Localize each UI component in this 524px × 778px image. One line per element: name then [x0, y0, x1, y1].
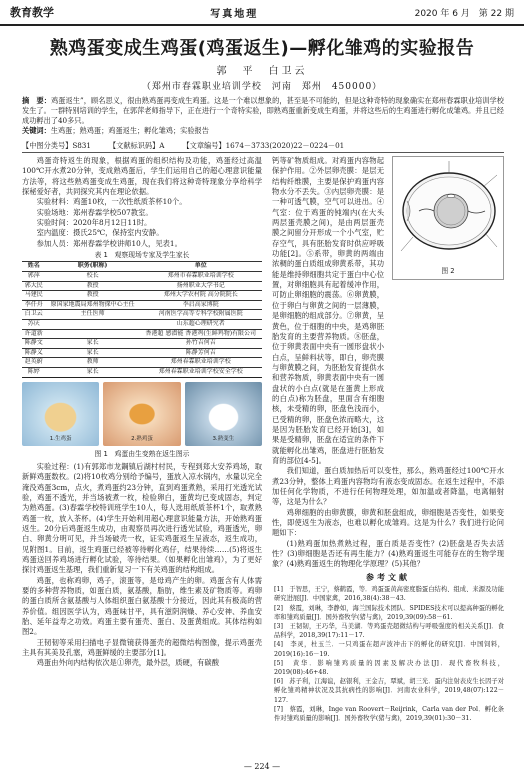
- table-cell: 河南医学高等专科学校附属医院: [140, 310, 262, 320]
- label-line: [401, 237, 413, 251]
- authors: 郭 平 白卫云: [216, 66, 308, 77]
- article-number: 【文章编号】1674－3733(2020)22－0224－01: [182, 141, 345, 150]
- table-row: [22, 281, 262, 291]
- section-label: 教育教学: [10, 6, 54, 19]
- left-column: [22, 156, 262, 758]
- table-cell: 李启高家博院: [140, 300, 262, 310]
- observer-table: [22, 261, 262, 377]
- table-header-row: [22, 262, 262, 272]
- photo-label: 2.熟鸡蛋: [131, 436, 153, 443]
- photo-label: 3.熟变生: [212, 436, 235, 443]
- divider: [22, 152, 504, 153]
- abstract-label: 摘 要：: [22, 96, 51, 105]
- paragraph: (1)熟鸡蛋加热煮熟过程，蛋白质是否变性？(2)胚盘是否失去活性？(3)卵细胞是否还有再生能力？(4)熟鸡蛋返生可能存在的生物学现象？(4)熟鸡蛋返生的物理化学原理？(5)其他？: [272, 538, 504, 569]
- table-cell: 陈静文: [22, 339, 46, 349]
- paragraph: 鸡蛋，也称鸡卵，鸡子，滚蛋等，是母鸡产生的卵。鸡蛋含有人体需要的多种营养物质，如蛋白质，氨基酸，脂肪，维生素及矿物质等。鸡卵的蛋白质所含氨基酸与人体组织蛋白氨基酸十分接近，因此其有极高的营养价值。组因医学认为，鸡蛋味甘平，具有滋阴润燥、养心安神、养血安胎、延年益寿之功效。鸡蛋主要有蛋壳、蛋白、及蛋黄组成。其体结构如图2。: [22, 575, 262, 637]
- reference-item: [6] 苏子利，江海谊，赵银利，王金吉，覃斌，胡三光．蛋内注射表皮生长因子对孵化雏鸡精神状况及其抗病性的影响[J]．河南农业科学，2019,48(07):122－127.: [274, 678, 504, 704]
- table-cell: 郭萍: [22, 272, 46, 282]
- table-cell: 主任医师: [46, 310, 140, 320]
- table-cell: 家长: [46, 348, 140, 358]
- table-caption: 表 1 观察现场专家及学生家长: [94, 251, 190, 260]
- egg-photo: [103, 382, 180, 446]
- table-cell: 郑州春霖职业培训学校安全学校: [140, 367, 262, 377]
- table-row: [22, 358, 262, 368]
- table-cell: 孙竹吉何吉: [140, 339, 262, 349]
- paragraph: 我们知道，蛋白质加热后可以变性，那么，熟鸡蛋经过100℃开水煮23分钟，整体上鸡蛋内容物均有液态变成固态。在返生过程中，不添加任何化学物质，不进行任何物理处理，如加温或者降温，电离辐射等，这是为什么？: [272, 466, 504, 507]
- paragraph: 鸡卵细胞的由卵黄膜，卵黄和胚盘组成，卵细胞是否变性，如果变性，即使返生为液态，也难以孵化成雏鸡。这是为什么？我们进行论问题如下：: [272, 507, 504, 538]
- journal-name: 写真地理: [210, 8, 259, 20]
- table-cell: 李仟舟: [22, 300, 46, 310]
- paragraph: 室内温度：摄氏25℃，保持室内安静。: [36, 228, 164, 238]
- reference-item: [7] 蔡霞，刘琳，Inge van Roovert－Reijrink，Carla van der Pol．孵化条件对雏鸡质量的影响[J]．国外畜牧学(猪与禽)，2019,39(01):30－31.: [274, 705, 504, 722]
- table-cell: 苏庆: [22, 320, 46, 330]
- reference-list: [272, 585, 504, 723]
- table-row: [22, 329, 262, 339]
- table-row: [22, 320, 262, 330]
- left-intro-paragraphs: [22, 156, 262, 249]
- page-number: — 224 —: [243, 762, 281, 771]
- reference-item: [5] 黄华．影响雏鸡质量的因素及解决办法[J]．现代畜牧科技，2019(08):46+48.: [274, 659, 504, 676]
- table-cell: 郭大民: [22, 281, 46, 291]
- reference-item: [2] 蔡霞，刘琳，李静如，海兰国际技术团队．SPIDES技术可以提高种蛋的孵化率和雏鸡质量[J]．国外畜牧学(猪与禽)，2019,39(09):58－61.: [274, 604, 504, 621]
- abstract: [22, 96, 504, 136]
- paragraph: 鸡蛋奇特返生的现象，根据鸡蛋的组织结构及功能，鸡蛋经过高温100℃开水煮20分钟，变成熟鸡蛋后，学生们运用自己的超心理意识能量方法等，将这些熟鸡蛋变成生鸡蛋，现在我们将这种奇特现象分享给科学探秘爱好者，共同探究其内在理论依据。: [22, 156, 262, 197]
- paragraph: 实验场地：郑州春霖学校507教室。: [36, 207, 153, 217]
- doc-code: 【文献标识码】A: [108, 141, 165, 150]
- table-cell: 原国家地震局郑州物探中心主任: [46, 300, 140, 310]
- paragraph: 实验过程：(1)有郭郑市龙鋼镇后湖村村民，专程到郑大安养鸡场，取新鲜鸡蛋数枚。(2)将10枚鸡分别给予编号，蛋放入凉水锅内，水量以完全淹没鸡蛋3cm，点火，煮鸡蛋约23分钟，直到鸡蛋煮熟，采用打光透光试验，鸡蛋不透光，并当场被煮一枚，检验卵白，蛋黄均已变成固态，判定为熟鸡蛋。(3)春霖学校特训班学生10人，每人选用纸质茶杯1个，取煮熟鸡蛋一枚，放入茶杯。(4)学生开始利用超心理意识能量方法，开始熟鸡蛋返生。20分后鸡蛋返生成功，由观察员再次进行透光试验，鸡蛋透光，卵白、卵黄分明可见，并当场破壳一枚，证实鸡蛋返生呈液态，返生成功，见附图1。目前，返生鸡蛋已经被等待孵化鸡仔，结果待续……(5)将返生鸡蛋送回养鸡场进行孵化试验，等待结果。（如果孵化出雏鸡），为了更好探讨鸡蛋返生基理，我们重新复习一下有关鸡蛋的结构组成。: [22, 461, 262, 575]
- affiliation: （郑州市春霖职业培训学校 河南 郑州 450000）: [141, 82, 383, 92]
- egg-diagram: [393, 157, 505, 267]
- figure1-photos: [22, 382, 262, 446]
- paragraph: 实验材料：鸡蛋10枚，一次性纸质茶杯10个。: [36, 197, 187, 207]
- table-header-cell: 姓名: [22, 262, 46, 272]
- left-body-paragraphs: [22, 462, 262, 669]
- table-cell: 白卫云: [22, 310, 46, 320]
- photo-label: 1.生鸡蛋: [49, 436, 72, 443]
- classification-row: [22, 141, 504, 151]
- table-cell: 家长: [46, 367, 140, 377]
- table-cell: 陈婷: [22, 367, 46, 377]
- clc-number: 【中图分类号】S831: [22, 141, 91, 150]
- table-cell: [46, 329, 140, 339]
- table-cell: 教师: [46, 358, 140, 368]
- label-line: [485, 233, 497, 247]
- keywords-text: 生鸡蛋；熟鸡蛋；鸡蛋返生；孵化雏鸡；实验报告: [50, 126, 209, 135]
- references-title: 参考文献: [366, 572, 410, 582]
- egg-photo: [22, 382, 99, 446]
- table-cell: 郑州大学农村院 高分院院长: [140, 291, 262, 301]
- table-cell: [46, 320, 140, 330]
- reference-item: [4] 李灵，杜玉兰．一只鸡蛋在超声波冲击下的孵化的研究[J]．中国饲料，2019(16):16－19.: [274, 641, 504, 658]
- article-title: 熟鸡蛋变成生鸡蛋(鸡蛋返生)—孵化雏鸡的实验报告: [49, 38, 475, 59]
- figure2-caption: 图 2: [441, 267, 455, 275]
- table-header-cell: 职务(职称): [46, 262, 140, 272]
- table-row: [22, 291, 262, 301]
- table-cell: 陈静义: [22, 348, 46, 358]
- label-line: [483, 175, 497, 187]
- table-row: [22, 300, 262, 310]
- table-cell: 郑州市春霖职业培训学校: [140, 272, 262, 282]
- egg-yolk: [434, 194, 468, 228]
- table-row: [22, 310, 262, 320]
- issue-info: 2020 年 6 月 第 22 期: [414, 8, 514, 19]
- table-row: [22, 348, 262, 358]
- table-row: [22, 339, 262, 349]
- germinal-disc: [447, 194, 455, 197]
- table-cell: 扬州职业大学书记: [140, 281, 262, 291]
- table-cell: 郑州春霖职业培训学校: [140, 358, 262, 368]
- table-cell: 家长: [46, 339, 140, 349]
- table-cell: 香港超 感潜能 香港鸡(生鲜鸡物)有限公司: [140, 329, 262, 339]
- reference-item: [3] 王韧韧，王巧华，马美湖．等鸡蛋壳超微结构与呼吸强度的相关关系[J]．食品科学，2018,39(17):11－17.: [274, 622, 504, 640]
- table-cell: 山东超心理研究者: [140, 320, 262, 330]
- figure1-caption: 图 1 鸡蛋由生变熟在返生图示: [94, 449, 190, 458]
- table-cell: 许道新: [22, 329, 46, 339]
- paragraph: 钙等矿物质组成。对鸡蛋内容物起保护作用。②外层卵壳膜：是层无结构纤维膜，主要是保护鸡蛋内容物水分不丢失。③内层卵壳膜：是一种可透气膜，空气可以进出。④气室：位于鸡蛋的钝端内(在大头两层蛋壳膜之间)，是由两层蛋壳膜之间留分开形成一个小气室，贮存空气，具有胚胎发育时供应呼吸功能[2]。⑤系带，卵黄的两端由浓稠的蛋白质组成卵黄系带，其功能是维持卵细胞共定于蛋白中心位置，对卵细胞具有起着缓冲作用，可防止卵细胞的震荡。⑥卵黄膜，位于卵白与卵黄之间的一层薄膜，是卵细胞的组成部分。⑦卵黄，呈黄色，位于细胞的中央，是鸡卵胚胎发育的主要营养物质。⑧胚盘，位于卵黄表面中央有一圆形盘状小白点，呈鲜料状等，即白，卵壳膜与卵黄膜之间，为胚胎发育提供水和营养物质，卵黄表面中央有一圆盘状的小白点(就是在蛋黄上形成的白点)称为胚盘，里面含有细胞核，未受精的卵，胚盘色浅而小，已受精的卵，胚盘色浓而略大，这是因为胚胎发育已经开始[3]，如果是受精卵，胚盘在适宜的条件下就能孵化出雏鸡，胚盘进行胚胎发育的部位[4-5]。: [272, 156, 384, 465]
- reference-item: [1] 于智思，王宁，蔡鹤霞，等．鸡蛋蛋黄高密度脂蛋白结构、组成、来源及功能研究进展[J]．中国家禽，2016,38(4):38－43.: [274, 586, 504, 603]
- table-cell: 教授: [46, 291, 140, 301]
- table-cell: 陈静芳何吉: [140, 348, 262, 358]
- table-cell: 教授: [46, 281, 140, 291]
- table-row: [22, 367, 262, 377]
- paragraph: 参加人员：郑州春霖学校讲师10人，见表1。: [36, 238, 182, 248]
- table-cell: 校长: [46, 272, 140, 282]
- paragraph: 实验时间：2020年8月12日11时。: [36, 218, 152, 228]
- egg-photo: [185, 382, 262, 446]
- paragraph: 王韧韧等采用扫描电子显微镜获得蛋壳的超微结构图像，提示鸡蛋壳主具有其美及孔塞，鸡蛋鲜缓的主要部分[1]。: [22, 637, 262, 658]
- keywords-label: 关键词：: [22, 126, 51, 135]
- table-header-cell: 单位: [140, 262, 262, 272]
- table-cell: 赵英蔚: [22, 358, 46, 368]
- paragraph: 鸡蛋由外向内结构依次是①卵壳，最外层，质硬，有碳酸: [36, 658, 220, 668]
- abstract-text: 鸡蛋返生”，顾名思义，很由熟鸡蛋再变成生鸡蛋。这是一个难以想象的，甚至是不可能的，但是这种奇特的现象确实在郑州春霖职业培训学校发生了。一群特别培训的学生，在郭萍老师指导下，正在进行一个奇特实验，即熟鸡蛋重新变成生鸡蛋，并将这些后的生鸡蛋进行孵化成雏鸡。并且已经成功孵出了40多只。: [22, 96, 504, 125]
- table-row: [22, 272, 262, 282]
- table-body: [22, 272, 262, 378]
- running-header: [0, 0, 524, 26]
- egg-structure-figure: [392, 156, 504, 280]
- table-cell: 马建民: [22, 291, 46, 301]
